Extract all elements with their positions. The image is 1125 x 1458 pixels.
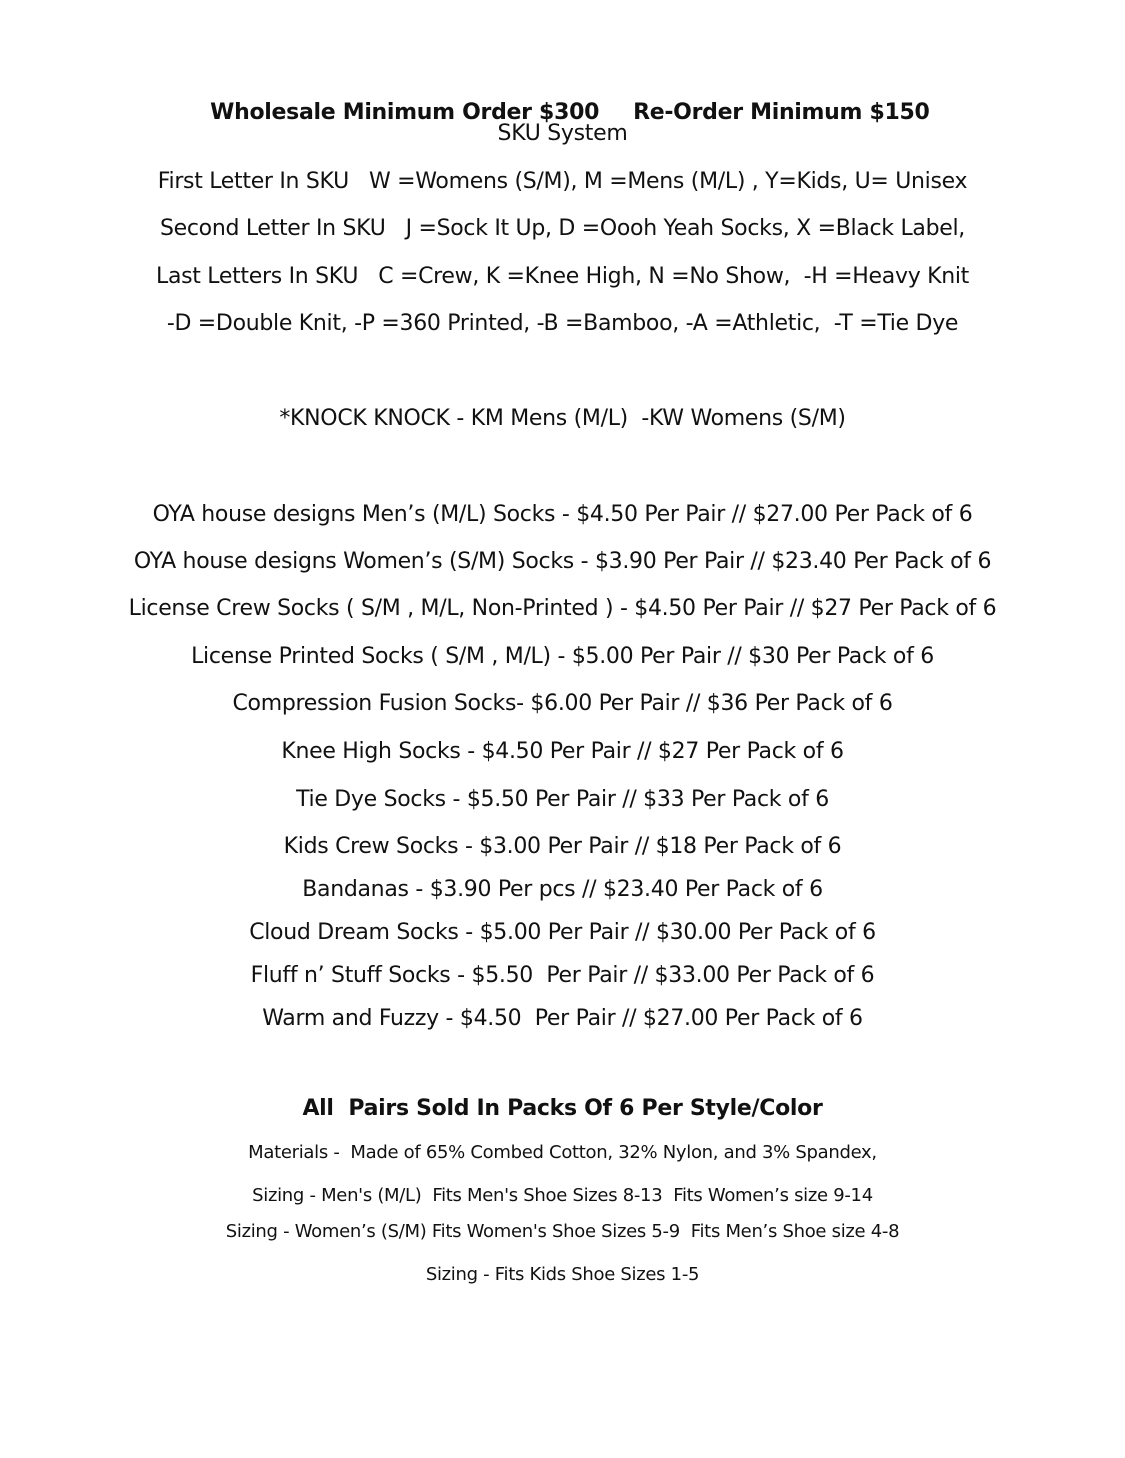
sku-system-title: SKU System [497, 121, 628, 146]
price-line: Cloud Dream Socks - $5.00 Per Pair // $30.00 Per Pack of 6 [249, 920, 876, 945]
price-line: License Printed Socks ( S/M , M/L) - $5.00 Per Pair // $30 Per Pack of 6 [191, 644, 934, 669]
price-line: OYA house designs Women’s (S/M) Socks - $3.90 Per Pair // $23.40 Per Pack of 6 [133, 549, 992, 574]
sku-suffixes: -D =Double Knit, -P =360 Printed, -B =Bamboo, -A =Athletic, -T =Tie Dye [166, 311, 959, 336]
reorder-minimum: Re-Order Minimum $150 [633, 100, 930, 125]
minimum-order-header [0, 80, 1125, 124]
price-line: Knee High Socks - $4.50 Per Pair // $27 Per Pack of 6 [281, 739, 844, 764]
sizing-kids-line: Sizing - Fits Kids Shoe Sizes 1-5 [425, 1264, 700, 1285]
sizing-womens-line: Sizing - Women’s (S/M) Fits Women's Shoe Sizes 5-9 Fits Men’s Shoe size 4-8 [225, 1221, 900, 1242]
price-line: Compression Fusion Socks- $6.00 Per Pair // $36 Per Pack of 6 [232, 691, 893, 716]
price-line: Tie Dye Socks - $5.50 Per Pair // $33 Per Pack of 6 [296, 787, 829, 812]
materials-line: Materials - Made of 65% Combed Cotton, 32% Nylon, and 3% Spandex, [248, 1142, 877, 1163]
sku-second-letter: Second Letter In SKU J =Sock It Up, D =Oooh Yeah Socks, X =Black Label, [159, 216, 965, 241]
price-line: OYA house designs Men’s (M/L) Socks - $4.50 Per Pair // $27.00 Per Pack of 6 [152, 502, 973, 527]
wholesale-minimum: Wholesale Minimum Order $300 [210, 100, 600, 125]
sku-knock-knock: *KNOCK KNOCK - KM Mens (M/L) -KW Womens (S/M) [279, 406, 846, 431]
packs-note: All Pairs Sold In Packs Of 6 Per Style/Color [302, 1096, 823, 1121]
sku-last-letters: Last Letters In SKU C =Crew, K =Knee High, N =No Show, -H =Heavy Knit [155, 264, 970, 289]
price-line: License Crew Socks ( S/M , M/L, Non-Printed ) - $4.50 Per Pair // $27 Per Pack of 6 [128, 596, 997, 621]
sizing-mens-line: Sizing - Men's (M/L) Fits Men's Shoe Sizes 8-13 Fits Women’s size 9-14 [252, 1185, 873, 1206]
price-line: Warm and Fuzzy - $4.50 Per Pair // $27.00 Per Pack of 6 [262, 1006, 863, 1031]
price-line: Fluff n’ Stuff Socks - $5.50 Per Pair // $33.00 Per Pack of 6 [250, 963, 875, 988]
sku-first-letter: First Letter In SKU W =Womens (S/M), M =Mens (M/L) , Y=Kids, U= Unisex [157, 169, 968, 194]
price-line: Kids Crew Socks - $3.00 Per Pair // $18 Per Pack of 6 [283, 834, 842, 859]
price-line: Bandanas - $3.90 Per pcs // $23.40 Per Pack of 6 [302, 877, 823, 902]
